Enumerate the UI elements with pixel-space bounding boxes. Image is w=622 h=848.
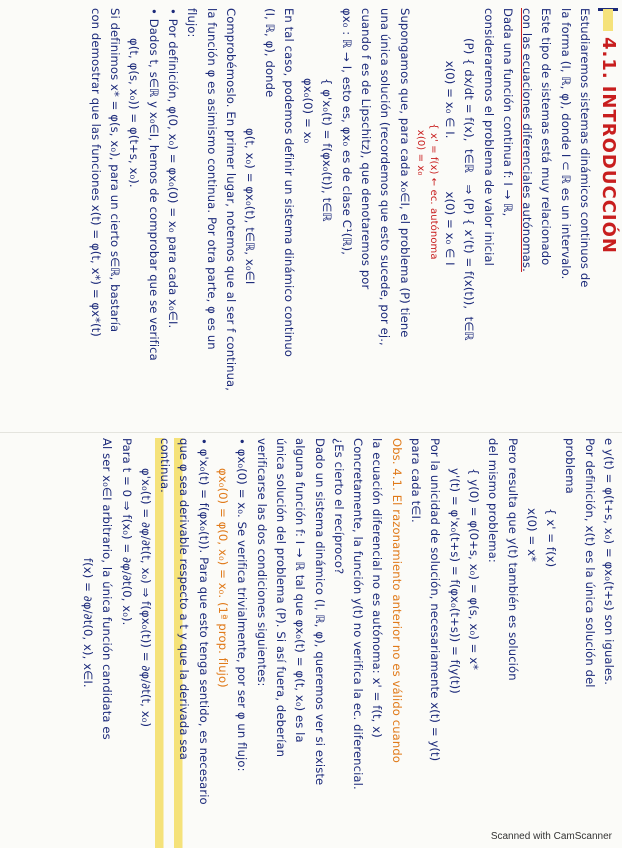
text-line: Comprobémoslo. En primer lugar, notemos que al ser f continua, bbox=[223, 8, 238, 392]
text-line: Pero resulta que y(t) también es solución bbox=[505, 438, 520, 681]
text-line: (I, ℝ, φ), donde bbox=[262, 8, 277, 98]
right-column bbox=[0, 438, 622, 848]
bullet-line: • Dados t, s∈ℝ y x₀∈I, hemos de comprobar que se verifica bbox=[146, 8, 161, 361]
equation-line: y'(t) = φ'x₀(t+s) = f(φx₀(t+s)) = f(y(t)) bbox=[447, 468, 462, 694]
text-line: Por la unicidad de solución, necesariamente x(t) = y(t) bbox=[428, 438, 443, 762]
left-column bbox=[0, 8, 622, 418]
section-heading: INTRODUCCIÓN bbox=[597, 85, 619, 254]
observation-line: Obs. 4.1. El razonamiento anterior no es válido cuando bbox=[389, 438, 404, 763]
text-line: Si definimos x* = φ(s, x₀), para un cierto s∈ℝ, bastaría bbox=[108, 8, 123, 333]
text-line: Supongamos que, para cada x₀∈I, el problema (P) tiene bbox=[397, 8, 412, 338]
text-line: Dada una función continua f: I → ℝ, bbox=[500, 8, 515, 217]
equation-line: x(0) = x₀ ∈ I. x(0) = x₀ ∈ I bbox=[442, 38, 457, 266]
text-line: ¿Es cierto el recíproco? bbox=[331, 438, 346, 575]
text-line: Al ser x₀∈I arbitrario, la única función candidata es bbox=[100, 438, 115, 740]
text-line: única solución del problema (P). Si así fuera, deberían bbox=[273, 438, 288, 758]
highlight-mark-icon bbox=[603, 9, 613, 31]
page-fold-divider bbox=[0, 432, 622, 433]
text-line: Este tipo de sistemas está muy relacionado bbox=[539, 8, 554, 266]
bullet-line: • φ'x₀(t) = f(φx₀(t)). Para que esto tenga sentido, es necesario bbox=[196, 438, 211, 805]
equation-line: φ(t, φ(s, x₀)) = φ(t+s, x₀). bbox=[127, 38, 142, 188]
equation-line: (P) { dx/dt = f(x), t∈ℝ ⇒ (P) { x'(t) = f(x(t)), t∈ℝ bbox=[462, 38, 477, 341]
text-line: cuando f es de Lipschitz), que denotaremos por bbox=[359, 8, 374, 290]
section-title bbox=[598, 8, 618, 418]
text-line: En tal caso, podemos definir un sistema dinámico continuo bbox=[281, 8, 296, 357]
equation-line: x(0) = x* bbox=[524, 508, 539, 562]
text-line: verificarse las dos condiciones siguientes: bbox=[254, 438, 269, 687]
bullet-line: • Por definición, φ(0, x₀) = φx₀(0) = x₀ para cada x₀∈I. bbox=[166, 8, 181, 329]
scanner-watermark: Scanned with CamScanner bbox=[490, 831, 612, 842]
text-line: del mismo problema: bbox=[486, 438, 501, 563]
text-line: e y(t) = φ(t+s, x₀) = φx₀(t+s) son iguales. bbox=[602, 438, 616, 686]
equation-line: φx₀(0) = φ(0, x₀) = x₀. (1ª prop. flujo) bbox=[216, 468, 231, 688]
text-line: la función φ es asimismo continua. Por otra parte, φ es un bbox=[204, 8, 219, 350]
text-line: flujo: bbox=[185, 8, 200, 38]
text-line: la forma (I, ℝ, φ), donde I ⊂ ℝ es un intervalo. bbox=[558, 8, 573, 280]
text-line: alguna función f: I → ℝ tal que φx₀(t) = φ(t, x₀) es la bbox=[293, 438, 308, 743]
text-line: Para t = 0 ⇒ f(x₀) = ∂φ/∂t(0, x₀). bbox=[119, 438, 134, 626]
text-line: la ecuación diferencial no es autónoma: x' = f(t, x) bbox=[370, 438, 385, 738]
equation-line: φ'x₀(t) = ∂φ/∂t(t, x₀) ⇒ f(φx₀(t)) = ∂φ/∂t(t, x₀) bbox=[138, 468, 153, 728]
text-line: continua. bbox=[155, 438, 174, 848]
equation-line: { φ'x₀(t) = f(φx₀(t)), t∈ℝ bbox=[320, 78, 335, 222]
text-line: Por definición, x(t) es la única solución del bbox=[582, 438, 597, 688]
text-line: Concretamente, la función y(t) no verifica la ec. diferencial. bbox=[351, 438, 366, 790]
text-line: φx₀ : ℝ → I, esto es, φx₀ es de clase C¹(ℝ), bbox=[339, 8, 354, 256]
equation-line: { x' = f(x) bbox=[544, 508, 559, 568]
text-line: Estudiaremos sistemas dinámicos continuos de bbox=[578, 8, 592, 288]
bullet-line: • φx₀(0) = x₀. Se verifica trivialmente, por ser φ un flujo: bbox=[235, 438, 250, 772]
annotation-line: { x' = f(x) ← ec. autónoma bbox=[427, 38, 439, 260]
text-line: consideraremos el problema de valor inicial bbox=[481, 8, 496, 266]
text-line: una única solución (recordemos que esto sucede, por ej., bbox=[378, 8, 393, 346]
annotation-line: x(0) = x₀ bbox=[414, 38, 426, 176]
text-line: para cada t∈I. bbox=[409, 438, 424, 523]
text-line: Dado un sistema dinámico (I, ℝ, φ), queremos ver si existe bbox=[312, 438, 327, 786]
equation-line: f(x) = ∂φ/∂t(0, x), x∈I. bbox=[80, 558, 95, 688]
text-line: con demostrar que las funciones x(t) = φ(t, x*) = φx*(t) bbox=[88, 8, 103, 337]
equation-line: { y(0) = φ(0+s, x₀) = φ(s, x₀) = x* bbox=[466, 468, 481, 671]
text-line: que φ sea derivable respecto a t y que la derivada sea bbox=[174, 438, 193, 848]
equation-line: φ(t, x₀) = φx₀(t), t∈ℝ, x₀∈I bbox=[243, 128, 258, 285]
section-number: 4.1. bbox=[597, 37, 619, 80]
text-line: con las ecuaciones diferenciales autónomas. bbox=[520, 8, 535, 272]
equation-line: φx₀(0) = x₀ bbox=[301, 78, 316, 144]
text-line: problema bbox=[563, 438, 578, 494]
